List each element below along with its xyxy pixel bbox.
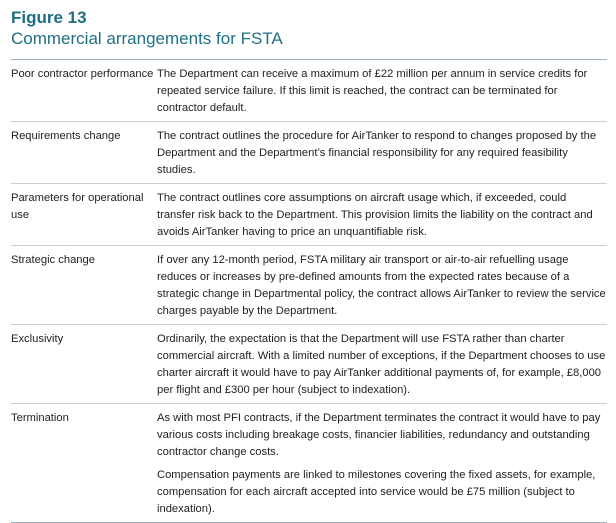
row-description xyxy=(157,66,607,117)
table-row xyxy=(11,183,607,245)
description-paragraph: The contract outlines core assumptions on aircraft usage which, if exceeded, could transfer risk back to the Department. This provision limits the liability on the contract and avoids AirTanker having to price an unquantifiable risk. xyxy=(157,192,593,238)
row-description xyxy=(157,128,607,179)
table-row xyxy=(11,324,607,403)
description-paragraph: The contract outlines the procedure for AirTanker to respond to changes proposed by the Department and the Department’s financial responsibility for any required feasibility studies. xyxy=(157,130,597,176)
figure-title: Commercial arrangements for FSTA xyxy=(11,29,283,48)
row-description xyxy=(157,410,607,518)
description-paragraph: Ordinarily, the expectation is that the Department will use FSTA rather than charter commercial aircraft. With a limited number of exceptions, if the Department chooses to use charter aircraft it would have to pay AirTanker additional payments of, for example, £8,000 per flight and £300 per hour (subject to indexation). xyxy=(157,333,606,396)
table-row xyxy=(11,121,607,183)
table-row xyxy=(11,59,607,121)
row-label: Exclusivity xyxy=(11,333,64,345)
row-description xyxy=(157,252,607,320)
description-paragraph: If over any 12-month period, FSTA military air transport or air-to-air refuelling usage reduces or increases by pre-defined amounts from the expected rates because of a strategic change in Departmental policy, the contract allows AirTanker to review the service charges payable by the Department. xyxy=(157,254,606,317)
row-label: Parameters for operational use xyxy=(11,192,144,221)
table-row xyxy=(11,403,607,523)
description-paragraph: As with most PFI contracts, if the Department terminates the contract it would have to pay various costs including breakage costs, financier liabilities, redundancy and outstanding contractor change costs. xyxy=(157,412,601,458)
row-description xyxy=(157,190,607,241)
row-label: Poor contractor performance xyxy=(11,68,154,80)
figure xyxy=(11,8,607,523)
row-label: Requirements change xyxy=(11,130,121,142)
row-label: Strategic change xyxy=(11,254,95,266)
figure-label: Figure 13 xyxy=(11,8,87,27)
description-paragraph: The Department can receive a maximum of £22 million per annum in service credits for repeated service failure. If this limit is reached, the contract can be terminated for contractor default. xyxy=(157,68,588,114)
arrangements-table xyxy=(11,59,607,523)
table-row xyxy=(11,245,607,324)
row-label: Termination xyxy=(11,412,69,424)
row-description xyxy=(157,331,607,399)
description-paragraph: Compensation payments are linked to milestones covering the fixed assets, for example, compensation for each aircraft accepted into service would be £75 million (subject to indexation). xyxy=(157,469,596,515)
